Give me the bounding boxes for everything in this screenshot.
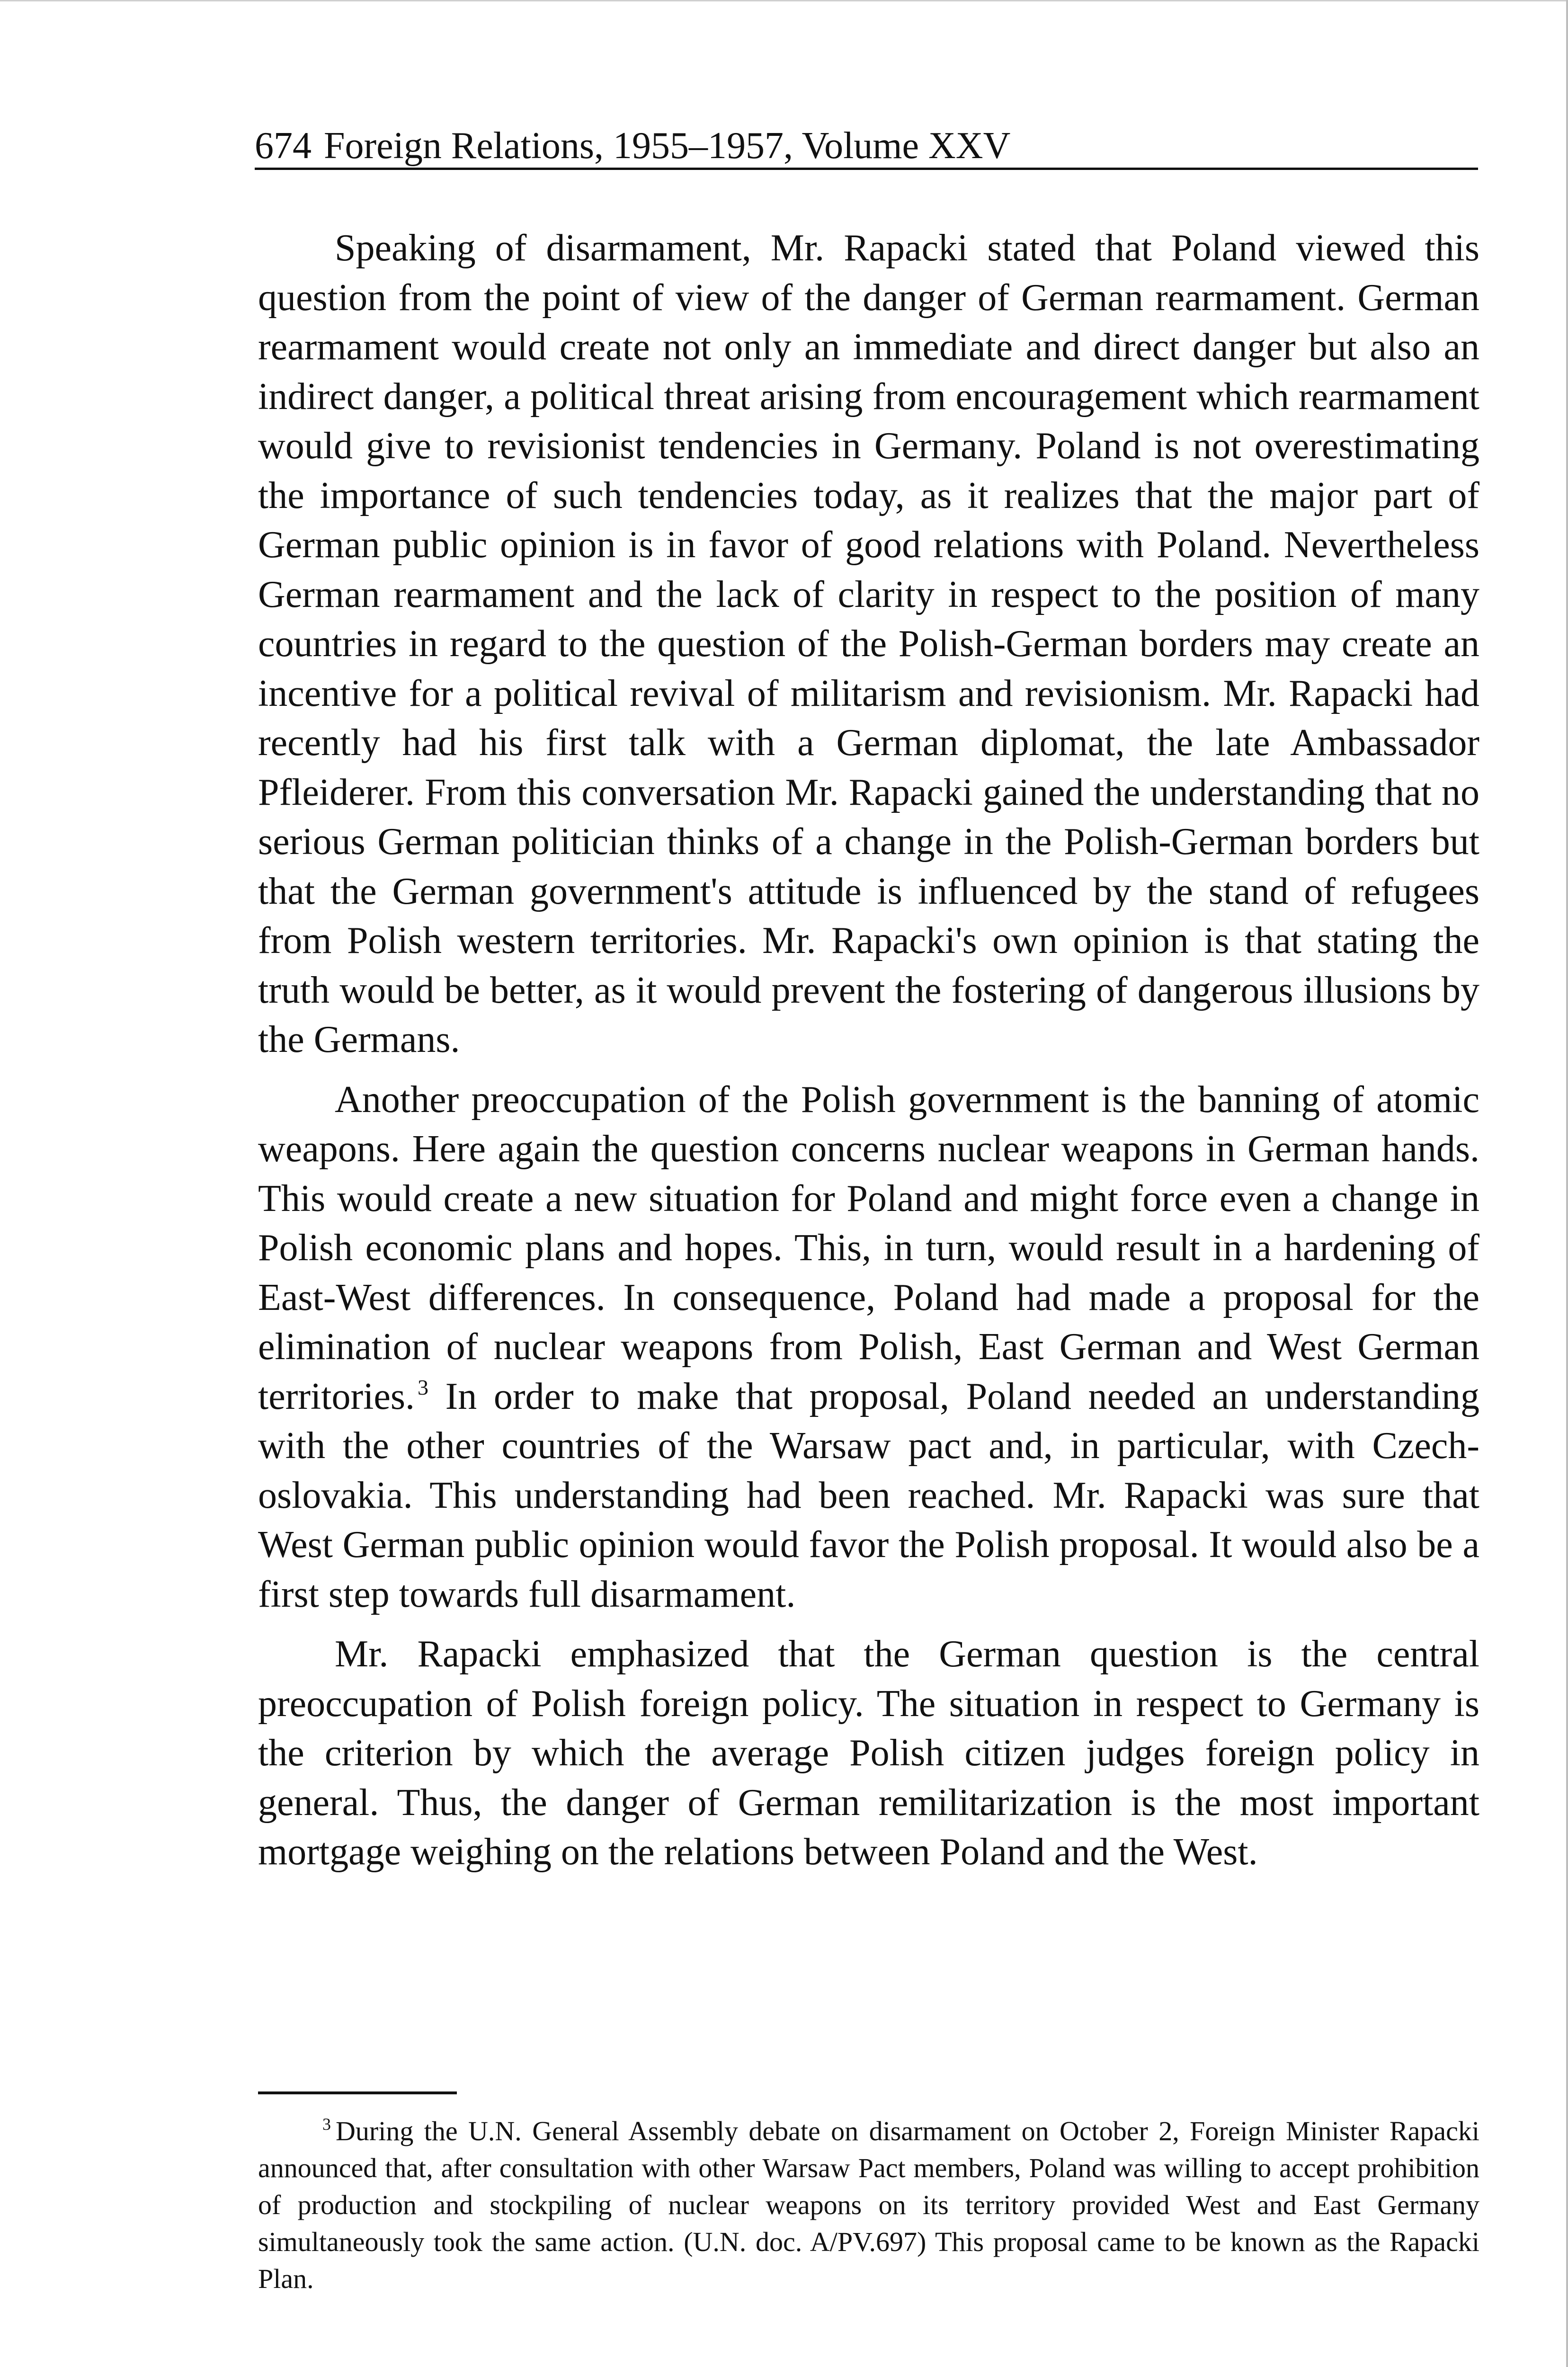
paragraph-german-question: Mr. Rapacki emphasized that the German question is the central preoccupation of Polish foreign policy. The situation in respect to Germany is the criterion by which the average Polish citizen judges foreign policy in general. Thus, the danger of German remilitarization is the most important mortgage weighing on the relations between Poland and the West. [258,1633,1479,1873]
footnote [258,2113,1479,2297]
paragraph-text-after-note: In order to make that proposal, Poland needed an understanding with the other countries of the Warsaw pact and, in particular, with Czechoslovakia. This understanding had been reached. Mr. Rapacki was sure that West German public opinion would favor the Polish proposal. It would also be a first step towards full disarmament. [258,1375,1479,1615]
footnote-number: 3 [322,2115,331,2134]
page-number: 674 [255,125,312,167]
paragraph-text-before-note: Another preoccupation of the Polish government is the banning of atomic weapons. Here again the question concerns nuclear weapons in German hands. This would create a new situation for Poland and might force even a change in Polish economic plans and hopes. This, in turn, would result in a hardening of East-West differences. In consequence, Poland had made a proposal for the elimination of nuclear weapons from Polish, East German and West German territories. [258,1078,1479,1417]
body-text [258,223,1479,1887]
paragraph-atomic-weapons [258,1075,1479,1620]
scan-edge-top [0,0,1568,1]
running-title: Foreign Relations, 1955–1957, Volume XXV [324,125,1011,167]
footnote-text: During the U.N. General Assembly debate on disarmament on October 2, Foreign Minister Rapacki announced that, after consultation with other Warsaw Pact members, Poland was willing to accept prohibition of production and stockpiling of nuclear weapons on its territory provided West and East Germany simultaneously took the same action. (U.N. doc. A/PV.697) This proposal came to be known as the Rapacki Plan. [258,2116,1479,2294]
scan-edge-right [1566,0,1568,2367]
running-head [255,124,1478,170]
paragraph-disarmament: Speaking of disarmament, Mr. Rapacki stated that Poland viewed this question from the point of view of the danger of German rearmament. German rearmament would create not only an immediate and direct danger but also an indirect danger, a political threat arising from encouragement which rearmament would give to revisionist tendencies in Germany. Poland is not overestimating the importance of such tendencies today, as it realizes that the major part of German public opinion is in favor of good relations with Poland. Nevertheless German rearmament and the lack of clarity in respect to the position of many countries in regard to the question of the Polish-German borders may create an incentive for a political revival of militarism and revisionism. Mr. Rapacki had recently had his first talk with a German diplomat, the late Ambassador Pfleiderer. From this conversation Mr. Rapacki gained the understanding that no serious German politician thinks of a change in the Polish-German borders but that the German government's attitude is influenced by the stand of refugees from Polish western territories. Mr. Rapacki's own opinion is that stating the truth would be better, as it would prevent the fostering of dangerous illusions by the Germans. [258,227,1479,1060]
footnote-reference: 3 [417,1375,428,1399]
footnote-divider [258,2091,457,2094]
